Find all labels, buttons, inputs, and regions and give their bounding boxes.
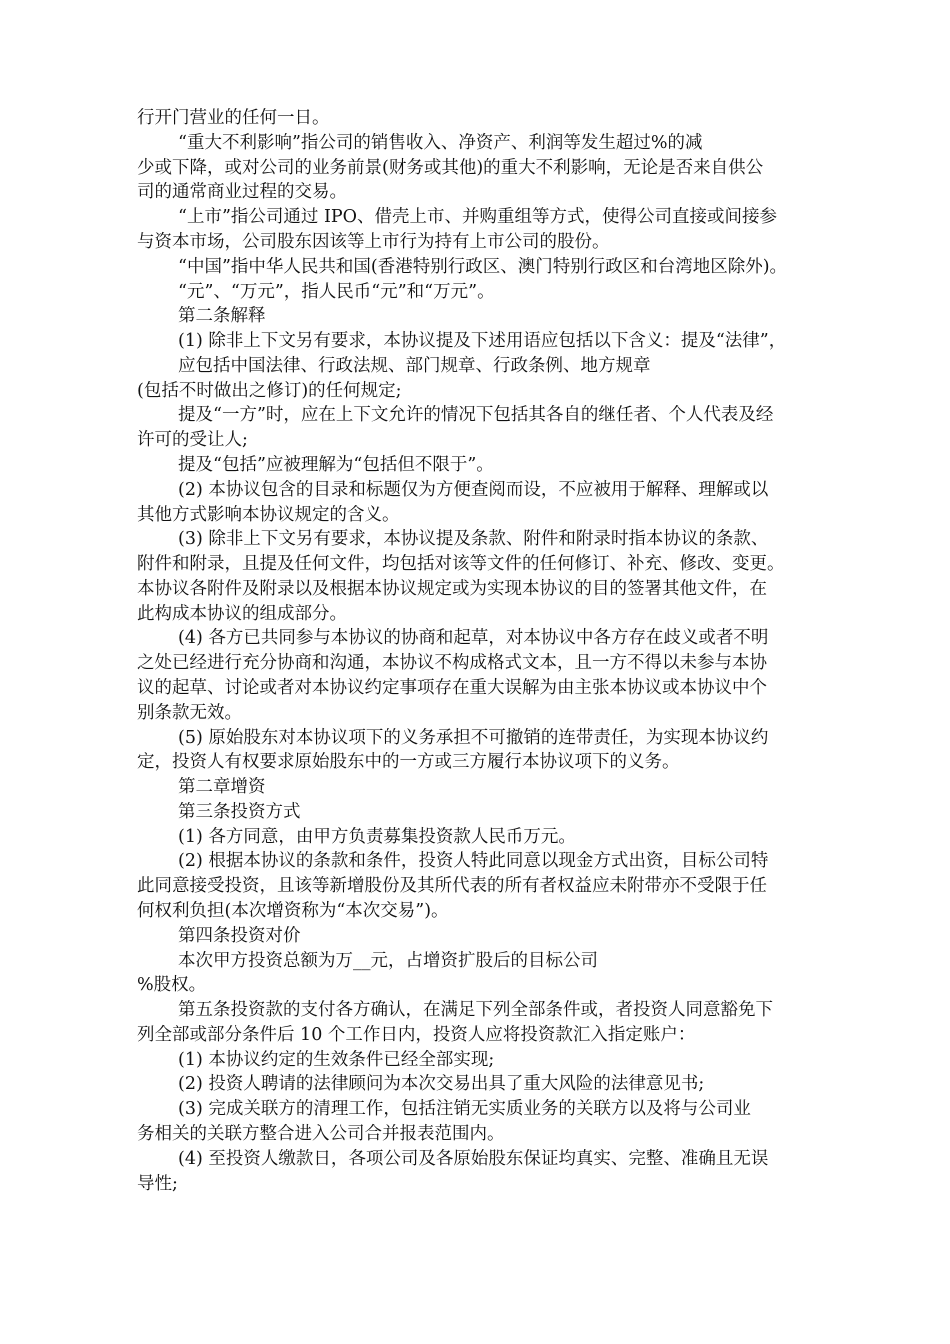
text-line: (3) 除非上下文另有要求，本协议提及条款、附件和附录时指本协议的条款、: [178, 529, 769, 550]
text-line: 提及“包括”应被理解为“包括但不限于”。: [178, 454, 494, 475]
text-line: (1) 各方同意，由甲方负责募集投资款人民币万元。: [178, 826, 576, 847]
text-line: 此同意接受投资，且该等新增股份及其所代表的所有者权益应未附带亦不受限于任: [137, 876, 767, 897]
text-line: 第四条投资对价: [178, 925, 301, 946]
text-line: 何权利负担(本次增资称为“本次交易”)。: [137, 901, 449, 921]
text-line: 提及“一方”时，应在上下文允许的情况下包括其各自的继任者、个人代表及经: [178, 405, 774, 426]
text-line: (2) 投资人聘请的法律顾问为本次交易出具了重大风险的法律意见书;: [178, 1074, 705, 1095]
text-line: (2) 根据本协议的条款和条件，投资人特此同意以现金方式出资，目标公司特: [178, 851, 769, 872]
text-line: “元”、“万元”，指人民币“元”和“万元”。: [178, 281, 495, 302]
text-line: 其他方式影响本协议规定的含义。: [137, 504, 400, 525]
text-line: (5) 原始股东对本协议项下的义务承担不可撤销的连带责任，为实现本协议约: [178, 727, 769, 748]
text-line: 之处已经进行充分协商和沟通，本协议不构成格式文本，且一方不得以未参与本协: [137, 653, 767, 674]
text-line: 第二条解释: [178, 306, 266, 327]
text-line: (2) 本协议包含的目录和标题仅为方便查阅而设，不应被用于解释、理解或以: [178, 479, 769, 500]
text-line: “重大不利影响”指公司的销售收入、净资产、利润等发生超过%的减: [178, 132, 703, 153]
text-line: 定，投资人有权要求原始股东中的一方或三方履行本协议项下的义务。: [137, 752, 680, 773]
text-line: (3) 完成关联方的清理工作，包括注销无实质业务的关联方以及将与公司业: [178, 1099, 751, 1120]
text-line: 行开门营业的任何一日。: [137, 108, 330, 128]
text-line: 列全部或部分条件后 10 个工作日内，投资人应将投资款汇入指定账户：: [137, 1024, 696, 1045]
text-line: 第二章增资: [178, 777, 266, 798]
text-line: (4) 至投资人缴款日，各项公司及各原始股东保证均真实、完整、准确且无误: [178, 1148, 769, 1169]
text-line: 别条款无效。: [137, 702, 242, 723]
text-line: 附件和附录，且提及任何文件，均包括对该等文件的任何修订、补充、修改、变更。: [137, 554, 785, 574]
text-line: 此构成本协议的组成部分。: [137, 603, 347, 624]
text-line: 导性;: [137, 1173, 178, 1194]
text-line: (4) 各方已共同参与本协议的协商和起草，对本协议中各方存在歧义或者不明: [178, 628, 769, 649]
text-line: 与资本市场，公司股东因该等上市行为持有上市公司的股份。: [137, 231, 610, 252]
text-line: 本次甲方投资总额为万__元，占增资扩股后的目标公司: [178, 950, 598, 971]
text-line: “上市”指公司通过 IPO、借壳上市、并购重组等方式，使得公司直接或间接参: [178, 207, 777, 228]
text-line: 司的通常商业过程的交易。: [137, 182, 347, 203]
text-line: 少或下降，或对公司的业务前景(财务或其他)的重大不利影响，无论是否来自供公: [137, 157, 764, 178]
text-line: (包括不时做出之修订)的任何规定;: [137, 380, 402, 401]
text-line: 应包括中国法律、行政法规、部门规章、行政条例、地方规章: [178, 355, 651, 376]
text-line: 第五条投资款的支付各方确认，在满足下列全部条件或，者投资人同意豁免下: [178, 1000, 773, 1021]
text-line: 议的起草、讨论或者对本协议约定事项存在重大误解为由主张本协议或本协议中个: [137, 677, 767, 698]
text-line: (1) 本协议约定的生效条件已经全部实现;: [178, 1049, 495, 1070]
text-line: 第三条投资方式: [178, 801, 301, 822]
text-line: 许可的受让人;: [137, 430, 248, 451]
text-line: %股权。: [137, 975, 207, 996]
text-line: “中国”指中华人民共和国(香港特别行政区、澳门特别行政区和台湾地区除外)。: [178, 256, 788, 277]
text-line: (1) 除非上下文另有要求，本协议提及下述用语应包括以下含义：提及“法律”，: [178, 331, 787, 351]
text-line: 务相关的关联方整合进入公司合并报表范围内。: [137, 1124, 505, 1144]
text-line: 本协议各附件及附录以及根据本协议规定或为实现本协议的目的签署其他文件，在: [137, 578, 767, 599]
